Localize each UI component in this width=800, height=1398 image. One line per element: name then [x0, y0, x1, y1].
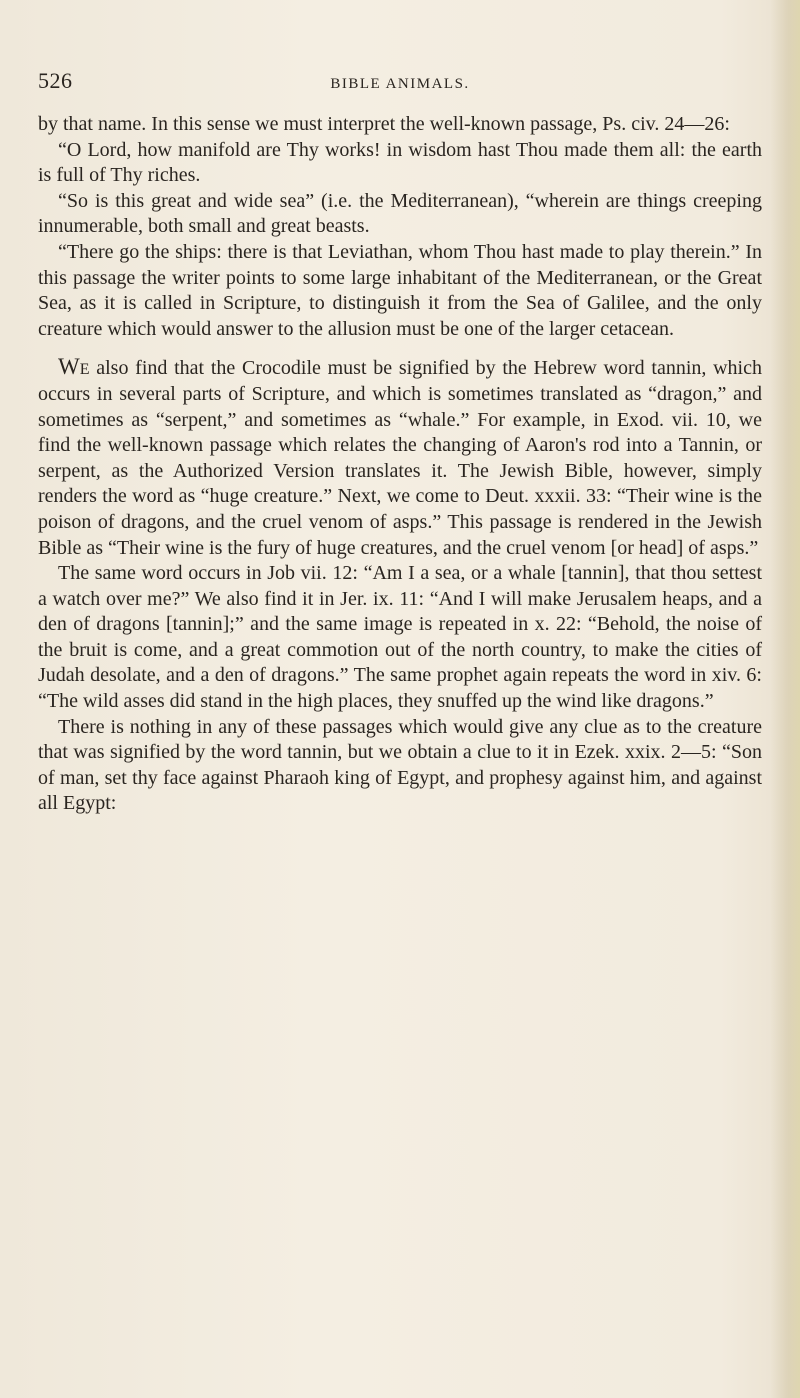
running-head: BIBLE ANIMALS.	[330, 76, 470, 92]
paragraph: The same word occurs in Job vii. 12: “Am I a sea, or a whale [tannin], that thou settest a watch over me?” We also find it in Jer. ix. 11: “And I will make Jerusalem heaps, and a den of dragons [tannin];” and the same image is repeated in x. 22: “Behold, the noise of the bruit is come, and a great commotion out of the north country, to make the cities of Judah desolate, and a den of dragons.” The same prophet again repeats the word in xiv. 6: “The wild asses did stand in the high places, they snuffed up the wind like dragons.”	[38, 562, 762, 713]
paragraph: “There go the ships: there is that Leviathan, whom Thou hast made to play therein.” In this passage the writer points to some large inhabitant of the Mediterranean, or the Great Sea, as it is called in Scripture, to distinguish it from the Sea of Galilee, and the only creature which would answer to the allusion must be one of the larger cetacean.	[38, 240, 762, 340]
paragraph-lead-word: We	[58, 354, 90, 380]
body-text	[38, 112, 762, 817]
paragraph: “O Lord, how manifold are Thy works! in wisdom hast Thou made them all: the earth is full of Thy riches.	[38, 138, 762, 187]
paragraph	[38, 354, 762, 561]
paragraph: by that name. In this sense we must interpret the well-known passage, Ps. civ. 24—26:	[38, 113, 730, 135]
paragraph: There is nothing in any of these passages which would give any clue as to the creature that was signified by the word tannin, but we obtain a clue to it in Ezek. xxix. 2—5: “Son of man, set thy face against Pharaoh king of Egypt, and prophesy against him, and against all Egypt:	[38, 715, 762, 815]
paragraph: “So is this great and wide sea” (i.e. the Mediterranean), “wherein are things creeping innumerable, both small and great beasts.	[38, 189, 762, 238]
page-number: 526	[38, 68, 73, 93]
paragraph-body: also find that the Crocodile must be signified by the Hebrew word tannin, which occurs in several parts of Scripture, and which is sometimes translated as “dragon,” and sometimes as “serpent,” and sometimes as “whale.” For example, in Exod. vii. 10, we find the well-known passage which relates the changing of Aaron's rod into a Tannin, or serpent, as the Authorized Version translates it. The Jewish Bible, however, simply renders the word as “huge creature.” Next, we come to Deut. xxxii. 33: “Their wine is the poison of dragons, and the cruel venom of asps.” This passage is rendered in the Jewish Bible as “Their wine is the fury of huge creatures, and the cruel venom [or head] of asps.”	[38, 357, 762, 559]
page-edge-shading	[770, 0, 800, 1398]
